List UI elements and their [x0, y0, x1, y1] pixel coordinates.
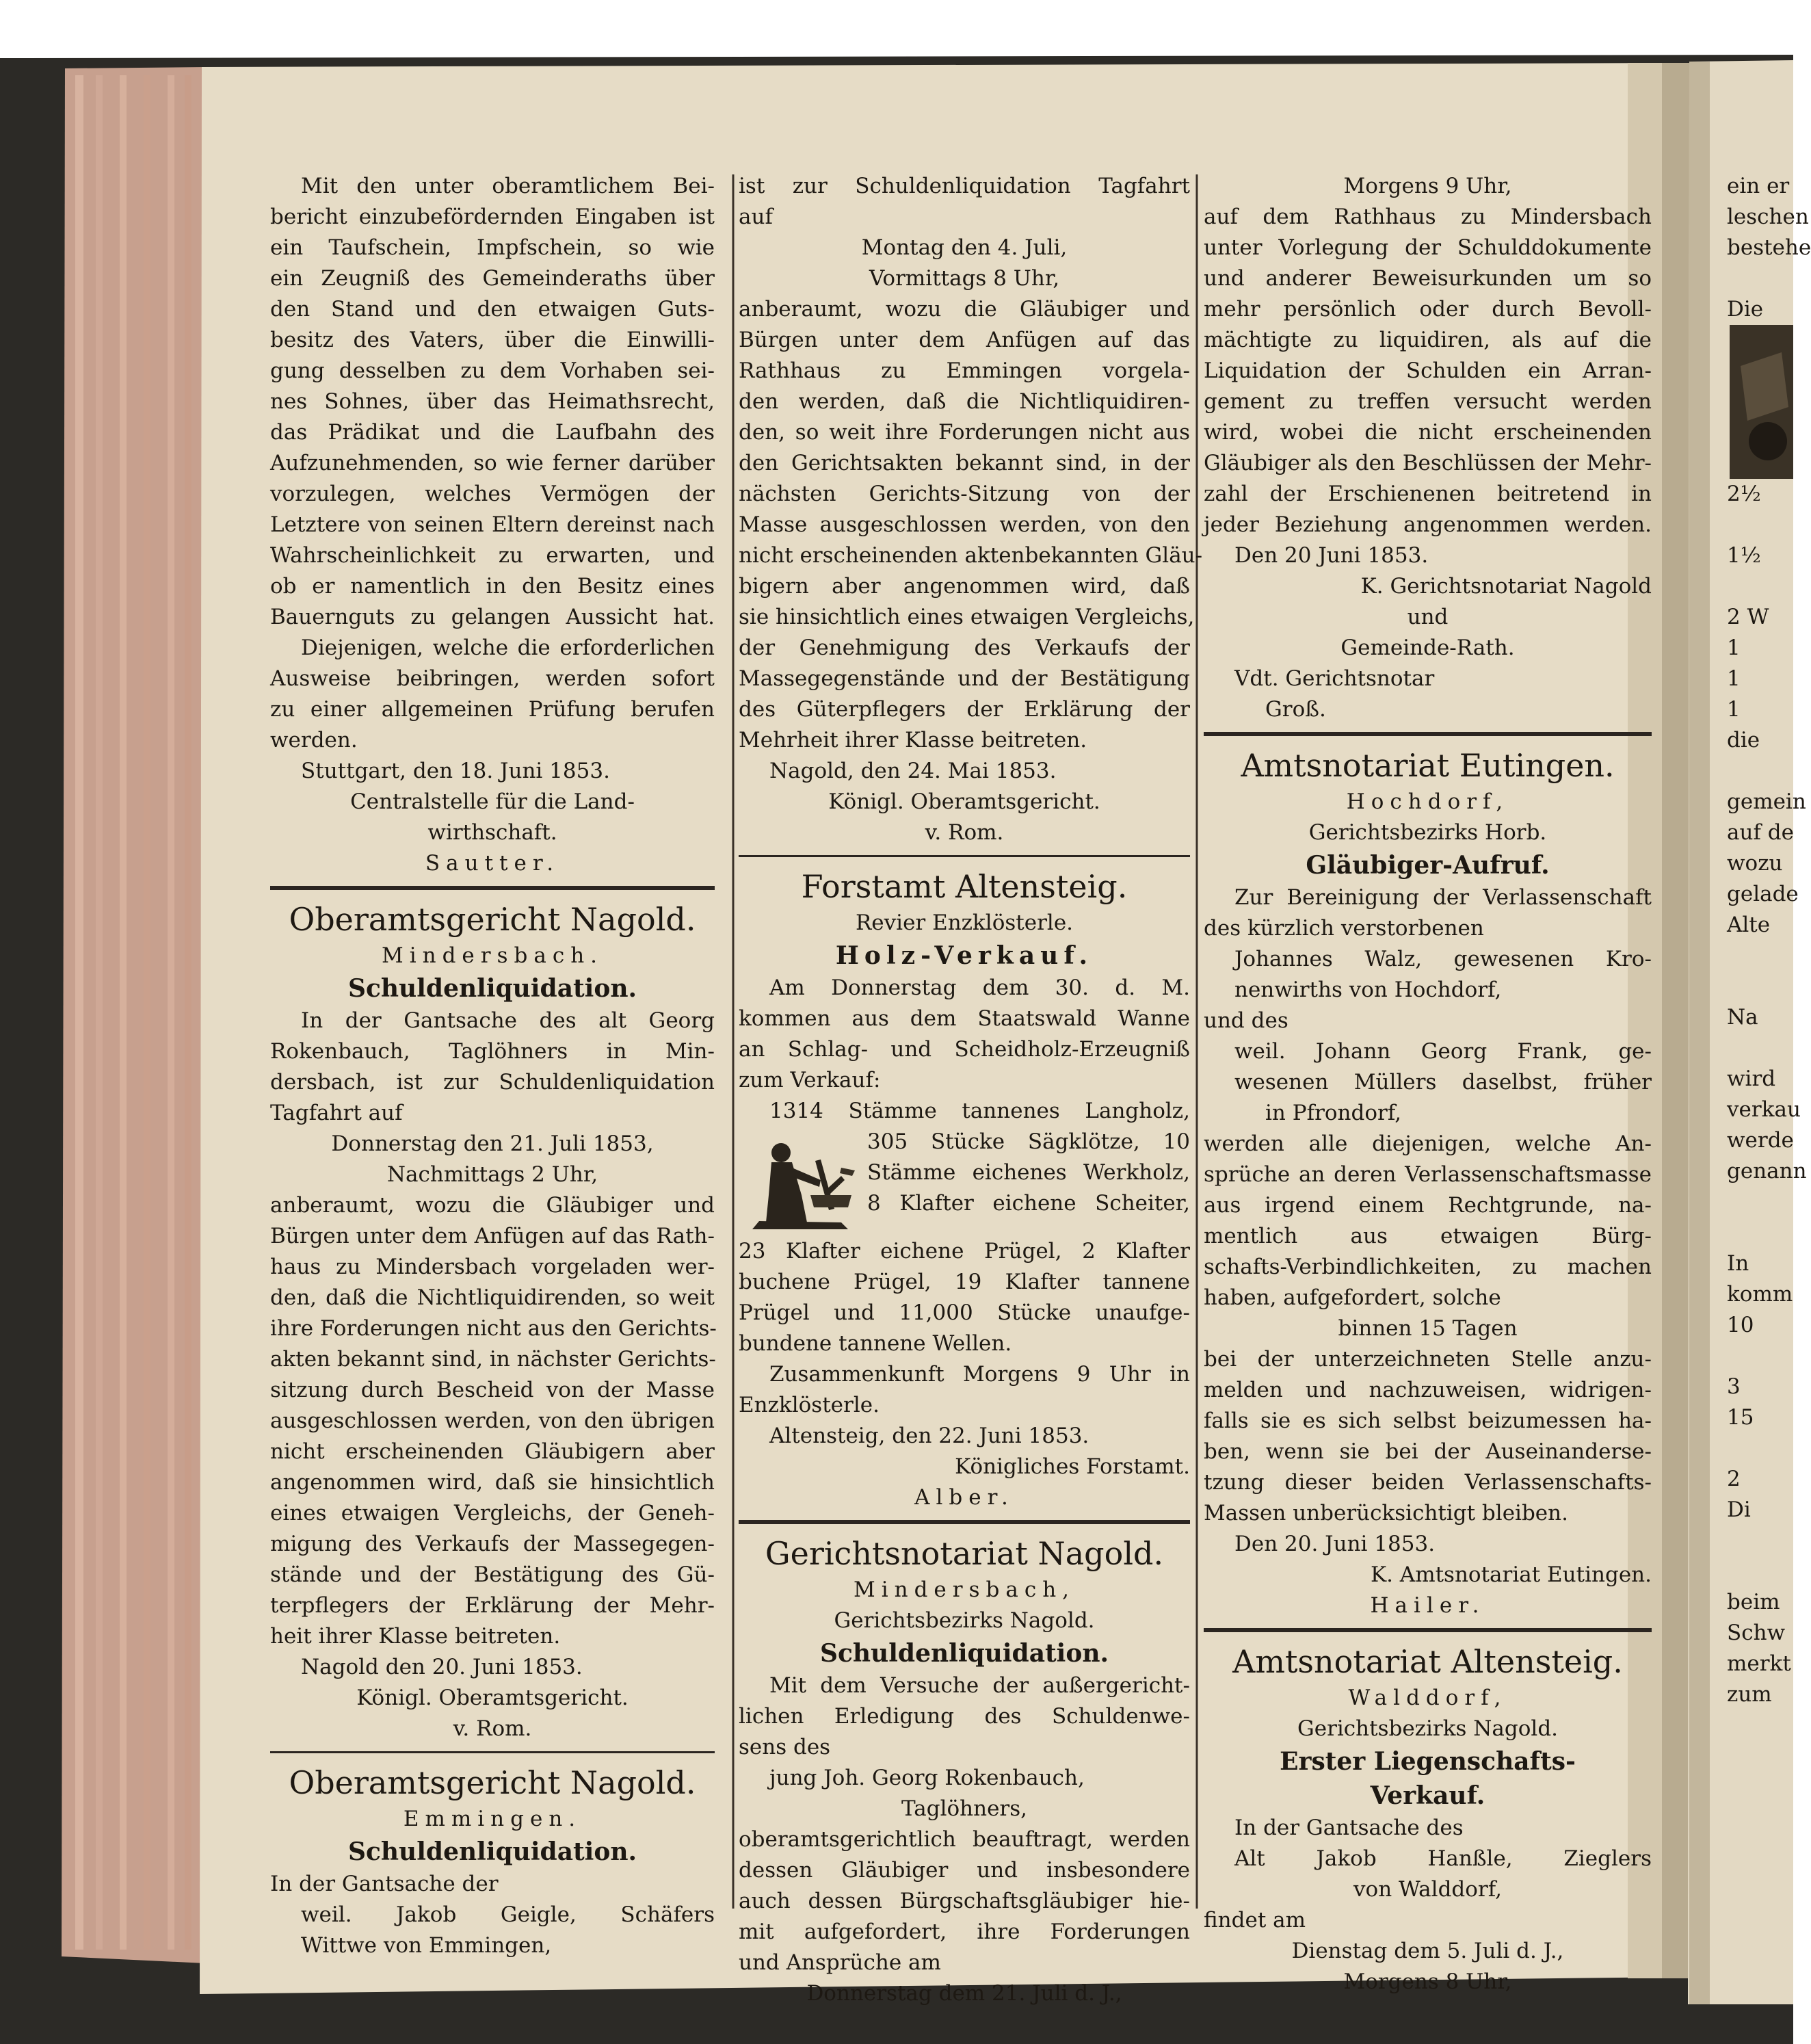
text-line: terpflegers der Erklärung der Mehr- — [270, 1593, 715, 1618]
text-line: dersbach, ist zur Schuldenliquidation — [270, 1070, 715, 1095]
section-divider — [270, 886, 715, 890]
text-line: 8 Klafter eichene Scheiter, — [867, 1191, 1190, 1216]
fragment-line: In — [1727, 1251, 1749, 1276]
signature: Königl. Oberamtsgericht. — [828, 789, 1100, 814]
text-line: weil. Johann Georg Frank, ge- — [1234, 1039, 1652, 1064]
notice-title: Schuldenliquidation. — [347, 974, 637, 1003]
text-line: angenommen wird, daß sie hinsichtlich — [270, 1470, 715, 1495]
text-line: stände und der Bestätigung des Gü- — [270, 1562, 715, 1587]
text-line: nicht erscheinenden Gläubigern aber — [270, 1439, 715, 1464]
signature-name: v. Rom. — [453, 1716, 532, 1741]
fragment-line: wozu — [1727, 851, 1783, 876]
text-line: auch dessen Bürgschaftsgläubiger hie- — [739, 1889, 1190, 1913]
section-heading: Amtsnotariat Eutingen. — [1241, 747, 1615, 784]
column-1 — [270, 171, 715, 1961]
fragment-line — [1727, 971, 1793, 1002]
text-line: melden und nachzuweisen, widrigen- — [1204, 1378, 1652, 1402]
text-line: findet am — [1204, 1908, 1306, 1932]
text-line: Liquidation der Schulden ein Arran- — [1204, 358, 1652, 383]
section-heading: Gerichtsnotariat Nagold. — [765, 1535, 1164, 1572]
fragment-line — [1727, 756, 1793, 787]
text-line: gung desselben zu dem Vorhaben sei- — [270, 358, 715, 383]
fragment-line: 10 — [1727, 1313, 1754, 1337]
fragment-line: leschen — [1727, 205, 1809, 229]
text-line: Massen unberücksichtigt bleiben. — [1204, 1501, 1568, 1525]
text-line: Johannes Walz, gewesenen Kro- — [1234, 947, 1652, 971]
notice-title: Schuldenliquidation. — [819, 1639, 1109, 1668]
dateline: Den 20 Juni 1853. — [1234, 543, 1429, 568]
text-line: anberaumt, wozu die Gläubiger und — [739, 297, 1190, 322]
text-line: Zusammenkunft Morgens 9 Uhr in — [769, 1362, 1190, 1387]
text-line: Mehrheit ihrer Klasse beitreten. — [739, 728, 1087, 752]
dateline: Nagold, den 24. Mai 1853. — [769, 759, 1057, 783]
fragment-line — [1727, 1433, 1793, 1464]
signature: Königliches Forstamt. — [955, 1454, 1190, 1479]
text-line: werden alle diejenigen, welche An- — [1204, 1131, 1652, 1156]
text-line: Bauernguts zu gelangen Aussicht hat. — [270, 605, 715, 629]
text-line: den Gerichtsakten bekannt sind, in der — [739, 451, 1190, 475]
fragment-line: gelade — [1727, 882, 1799, 906]
text-line: den, so weit ihre Forderungen nicht aus — [739, 420, 1190, 445]
text-line: tzung dieser beiden Verlassenschafts- — [1204, 1470, 1652, 1495]
text-line: werden. — [270, 728, 358, 752]
fragment-line: verkau — [1727, 1097, 1801, 1122]
text-line: Letztere von seinen Eltern dereinst nach — [270, 512, 715, 537]
fragment-line: Di — [1727, 1497, 1751, 1522]
text-line: Massegegenstände und der Bestätigung — [739, 666, 1190, 691]
text-line: Masse ausgeschlossen werden, von den — [739, 512, 1190, 537]
signature-name: Alber. — [914, 1485, 1014, 1510]
fragment-line — [1727, 1033, 1793, 1064]
text-line: jung Joh. Georg Rokenbauch, — [769, 1766, 1085, 1790]
text-line: wird, wobei die nicht erscheinenden — [1204, 420, 1652, 445]
text-line: Taglöhners, — [901, 1796, 1028, 1821]
text-line: ben, wenn sie bei der Auseinanderse- — [1204, 1439, 1652, 1464]
signature: Königl. Oberamtsgericht. — [356, 1686, 629, 1710]
fragment-line: Schw — [1727, 1621, 1786, 1645]
section-heading: Oberamtsgericht Nagold. — [289, 901, 696, 938]
text-line: ein Taufschein, Impfschein, so wie — [270, 235, 715, 260]
fragment-line — [1727, 1525, 1793, 1556]
section-divider — [270, 1751, 715, 1753]
section-divider — [1204, 1628, 1652, 1632]
notice-title: Erster Liegenschafts- — [1280, 1747, 1576, 1776]
text-line: lichen Erledigung des Schuldenwe- — [739, 1704, 1190, 1729]
intro-paragraph — [270, 171, 715, 756]
text-line: sitzung durch Bescheid von der Masse — [270, 1378, 715, 1402]
text-line: haben, aufgefordert, solche — [1204, 1285, 1501, 1310]
text-line: nenwirths von Hochdorf, — [1234, 978, 1502, 1002]
section-heading: Oberamtsgericht Nagold. — [289, 1764, 696, 1801]
fragment-line — [1727, 510, 1793, 540]
signature-name: Hailer. — [1370, 1593, 1485, 1618]
text-line: zahl der Erschienenen beitretend in — [1204, 482, 1652, 506]
fragment-line: Alte — [1727, 913, 1771, 937]
signature: Gemeinde-Rath. — [1340, 636, 1515, 660]
text-line: das Prädikat und die Laufbahn des — [270, 420, 715, 445]
fragment-line: Die — [1727, 297, 1764, 322]
section-divider — [739, 855, 1190, 857]
text-line: vorzulegen, welches Vermögen der — [270, 482, 715, 506]
fragment-line: die — [1727, 728, 1760, 752]
fragment-line: bestehe — [1727, 235, 1811, 260]
fragment-line — [1727, 263, 1793, 294]
text-line: wesenen Müllers daselbst, früher — [1234, 1070, 1652, 1095]
dateline: Stuttgart, den 18. Juni 1853. — [301, 759, 610, 783]
text-line: unter Vorlegung der Schulddokumente — [1204, 235, 1652, 260]
text-line: mehr persönlich oder durch Bevoll- — [1204, 297, 1652, 322]
text-line: und Ansprüche am — [739, 1950, 941, 1975]
notice-title: Verkauf. — [1370, 1781, 1485, 1810]
text-line: den, daß die Nichtliquidirenden, so weit — [270, 1285, 715, 1310]
text-line: besitz des Vaters, über die Einwilli- — [270, 328, 715, 352]
text-line: migung des Verkaufs der Massegegen- — [270, 1532, 715, 1556]
fragment-line: 1 — [1727, 666, 1741, 691]
text-line: in Pfrondorf, — [1265, 1101, 1402, 1125]
text-line: 1314 Stämme tannenes Langholz, — [769, 1099, 1190, 1123]
dateline: Altensteig, den 22. Juni 1853. — [769, 1424, 1089, 1448]
section-divider — [1204, 732, 1652, 736]
text-line: zum Verkauf: — [739, 1068, 881, 1092]
text-line: gement zu treffen versucht werden — [1204, 389, 1652, 414]
column-2 — [739, 171, 1203, 2009]
fragment-line: wird — [1727, 1066, 1776, 1091]
fragment-line: komm — [1727, 1282, 1793, 1307]
text-line: Gläubiger als den Beschlüssen der Mehr- — [1204, 451, 1652, 475]
fragment-line: ein er — [1727, 174, 1790, 198]
text-line: bundene tannene Wellen. — [739, 1331, 1012, 1356]
text-line: Wittwe von Emmingen, — [301, 1933, 552, 1958]
text-line: falls sie es sich selbst beizumessen ha- — [1204, 1408, 1652, 1433]
text-line: den werden, daß die Nichtliquidiren- — [739, 389, 1190, 414]
text-line: buchene Prügel, 19 Klafter tannene — [739, 1270, 1190, 1294]
text-line: zu einer allgemeinen Prüfung berufen — [270, 697, 715, 722]
district-line: Revier Enzklösterle. — [855, 910, 1074, 935]
fragment-line: 2 W — [1727, 605, 1769, 629]
signature: K. Gerichtsnotariat Nagold — [1360, 574, 1652, 599]
time-line: Vormittags 8 Uhr, — [869, 266, 1060, 291]
place-name: Mindersbach, — [853, 1577, 1076, 1602]
fragment-line — [1727, 1187, 1793, 1218]
text-line: heit ihrer Klasse beitreten. — [270, 1624, 561, 1649]
date-line: Donnerstag den 21. Juli 1853, — [331, 1131, 654, 1156]
district-line: Gerichtsbezirks Horb. — [1308, 820, 1547, 845]
fragment-line: 15 — [1727, 1405, 1754, 1430]
text-line: mentlich aus etwaigen Bürg- — [1204, 1224, 1652, 1248]
notice-title: Holz-Verkauf. — [835, 941, 1094, 970]
text-line: In der Gantsache des — [1234, 1816, 1464, 1840]
text-line: oberamtsgerichtlich beauftragt, werden — [739, 1827, 1190, 1852]
fragment-line: gemein — [1727, 789, 1806, 814]
text-line: kommen aus dem Staatswald Wanne — [739, 1006, 1190, 1031]
text-line: des Güterpflegers der Erklärung der — [739, 697, 1190, 722]
fragment-line: auf de — [1727, 820, 1794, 845]
fragment-line — [1727, 941, 1793, 971]
text-line: von Walddorf, — [1353, 1877, 1502, 1902]
notice-title: Gläubiger-Aufruf. — [1306, 851, 1550, 880]
text-line: Tagfahrt auf — [270, 1101, 403, 1125]
time-line: Nachmittags 2 Uhr, — [386, 1162, 598, 1187]
text-line: ein Zeugniß des Gemeinderaths über — [270, 266, 715, 291]
woodcut-block — [739, 1127, 1190, 1236]
section-heading: Amtsnotariat Altensteig. — [1232, 1643, 1623, 1680]
text-line: 23 Klafter eichene Prügel, 2 Klafter — [739, 1239, 1190, 1263]
signature: Centralstelle für die Land- — [350, 789, 635, 814]
dateline: Den 20. Juni 1853. — [1234, 1532, 1436, 1556]
text-line: eines etwaigen Vergleichs, der Geneh- — [270, 1501, 715, 1525]
place-name: Mindersbach. — [381, 943, 604, 968]
signature-name: v. Rom. — [925, 820, 1004, 845]
fragment-line — [1727, 1341, 1793, 1372]
fragment-line — [1727, 571, 1793, 602]
place-name: Hochdorf, — [1346, 789, 1509, 814]
text-line: und anderer Beweisurkunden um so — [1204, 266, 1652, 291]
fragment-line: 1 — [1727, 697, 1741, 722]
text-line: nächsten Gerichts-Sitzung von der — [739, 482, 1190, 506]
text-line: Enzklösterle. — [739, 1393, 880, 1417]
text-line: akten bekannt sind, in nächster Gerichts- — [270, 1347, 716, 1372]
text-line: aus irgend einem Rechtgrunde, na- — [1204, 1193, 1652, 1218]
district-line: Gerichtsbezirks Nagold. — [834, 1608, 1095, 1633]
text-line: ihre Forderungen nicht aus den Gerichts- — [270, 1316, 717, 1341]
fragment-line: zum — [1727, 1682, 1772, 1707]
text-line: bericht einzubefördernden Eingaben ist — [270, 205, 715, 229]
place-name: Walddorf, — [1348, 1686, 1507, 1710]
text-line: Aufzunehmenden, so wie ferner darüber — [270, 451, 715, 475]
fragment-line: beim — [1727, 1590, 1780, 1614]
text-line: Am Donnerstag dem 30. d. M. — [769, 975, 1190, 1000]
text-line: Bürgen unter dem Anfügen auf das Rath- — [270, 1224, 715, 1248]
text-line: der Genehmigung des Verkaufs der — [739, 636, 1190, 660]
signature-name: Sautter. — [425, 851, 560, 876]
fragment-line: 2½ — [1727, 482, 1761, 506]
woodcutter-illustration — [739, 1127, 862, 1236]
text-line: Prügel und 11,000 Stücke unaufge- — [739, 1300, 1190, 1325]
date-line: Montag den 4. Juli, — [861, 235, 1068, 260]
time-line: Morgens 9 Uhr, — [1343, 174, 1512, 198]
text-line: Wahrscheinlichkeit zu erwarten, und — [270, 543, 715, 568]
fragment-line: werde — [1727, 1128, 1794, 1153]
text-line: sie hinsichtlich eines etwaigen Vergleichs, — [739, 605, 1195, 629]
text-line: ausgeschlossen werden, von den übrigen — [270, 1408, 715, 1433]
text-line: Mit dem Versuche der außergericht- — [769, 1673, 1190, 1698]
text-line: haus zu Mindersbach vorgeladen wer- — [270, 1255, 715, 1279]
text-line: 305 Stücke Sägklötze, 10 — [867, 1129, 1190, 1154]
text-line: ob er namentlich in den Besitz eines — [270, 574, 715, 599]
text-line: sprüche an deren Verlassenschaftsmasse — [1204, 1162, 1652, 1187]
right-page-fragment — [1727, 171, 1811, 1710]
date-line: Dienstag dem 5. Juli d. J., — [1291, 1939, 1564, 1963]
text-line: Rathhaus zu Emmingen vorgela- — [739, 358, 1190, 383]
text-line: nicht erscheinenden aktenbekannten Gläu- — [739, 543, 1203, 568]
text-line: auf — [739, 205, 773, 229]
text-line: Diejenigen, welche die erforderlichen — [301, 636, 715, 660]
text-line: auf dem Rathhaus zu Mindersbach — [1204, 205, 1652, 229]
fragment-line: 3 — [1727, 1374, 1741, 1399]
fragment-line: 2 — [1727, 1467, 1741, 1491]
place-name: Emmingen. — [403, 1807, 582, 1831]
text-line: In der Gantsache des alt Georg — [301, 1008, 715, 1033]
text-line: den Stand und den etwaigen Guts- — [270, 297, 715, 322]
text-line: Bürgen unter dem Anfügen auf das — [739, 328, 1190, 352]
text-line: In der Gantsache der — [270, 1872, 499, 1896]
text-line: und des — [1204, 1008, 1288, 1033]
text-line: anberaumt, wozu die Gläubiger und — [270, 1193, 715, 1218]
text-line: Ausweise beibringen, werden sofort — [270, 666, 715, 691]
fragment-line — [1727, 1218, 1793, 1248]
text-line: ist zur Schuldenliquidation Tagfahrt — [739, 174, 1190, 198]
fragment-line — [1727, 1556, 1793, 1587]
text-line: Mit den unter oberamtlichem Bei- — [301, 174, 715, 198]
text-line: Rokenbauch, Taglöhners in Min- — [270, 1039, 715, 1064]
fragment-line: merkt — [1727, 1651, 1791, 1676]
text-line: Alt Jakob Hanßle, Zieglers — [1234, 1846, 1652, 1871]
text-line: an Schlag- und Scheidholz-Erzeugniß — [739, 1037, 1190, 1062]
text-line: Stämme eichenes Werkholz, — [867, 1160, 1190, 1185]
dateline: Nagold den 20. Juni 1853. — [301, 1655, 583, 1679]
signature: K. Amtsnotariat Eutingen. — [1370, 1562, 1652, 1587]
section-heading: Forstamt Altensteig. — [801, 868, 1128, 905]
text-line: bei der unterzeichneten Stelle anzu- — [1204, 1347, 1652, 1372]
text-line: schafts-Verbindlichkeiten, zu machen — [1204, 1255, 1652, 1279]
text-line: weil. Jakob Geigle, Schäfers — [301, 1902, 715, 1927]
text-line: dessen Gläubiger und insbesondere — [739, 1858, 1190, 1883]
fragment-woodcut — [1727, 325, 1793, 479]
period-line: binnen 15 Tagen — [1338, 1316, 1518, 1341]
text-line: mächtigte zu liquidiren, als auf die — [1204, 328, 1652, 352]
fragment-line: Na — [1727, 1005, 1758, 1030]
signature: Vdt. Gerichtsnotar — [1234, 666, 1435, 691]
text-line: des kürzlich verstorbenen — [1204, 916, 1484, 941]
signature-name: Groß. — [1265, 697, 1326, 722]
fragment-line: 1 — [1727, 636, 1741, 660]
text-line: jeder Beziehung angenommen werden. — [1204, 512, 1652, 537]
fragment-line: genann — [1727, 1159, 1807, 1183]
district-line: Gerichtsbezirks Nagold. — [1297, 1716, 1559, 1741]
column-3 — [1204, 171, 1652, 1997]
text-line: sens des — [739, 1735, 831, 1759]
fragment-line: 1½ — [1727, 543, 1761, 568]
text-line: mit aufgefordert, ihre Forderungen — [739, 1919, 1190, 1944]
text-line: Zur Bereinigung der Verlassenschaft — [1234, 885, 1652, 910]
signature: und — [1407, 605, 1449, 629]
time-line: Morgens 8 Uhr, — [1343, 1969, 1512, 1994]
text-line: bigern aber angenommen wird, daß — [739, 574, 1190, 599]
signature: wirthschaft. — [427, 820, 557, 845]
date-line: Donnerstag dem 21. Juli d. J., — [806, 1981, 1122, 2006]
text-line: nes Sohnes, über das Heimathsrecht, — [270, 389, 715, 414]
notice-title: Schuldenliquidation. — [347, 1837, 637, 1866]
section-divider — [739, 1520, 1190, 1524]
